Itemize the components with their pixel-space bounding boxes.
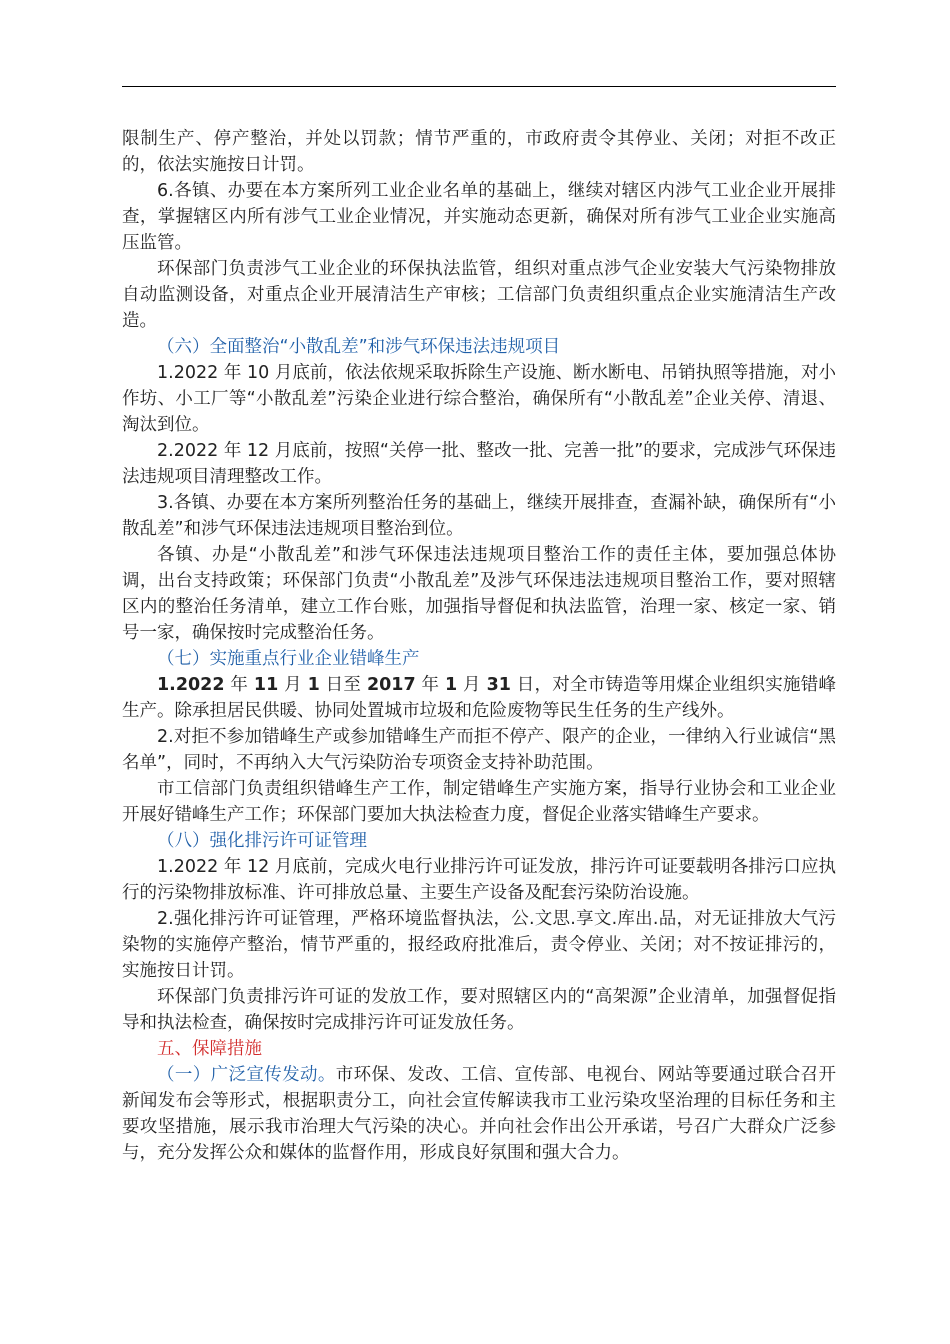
- paragraph: 市工信部门负责组织错峰生产工作，制定错峰生产实施方案，指导行业协会和工业企业开展好错峰生产工作；环保部门要加大执法检查力度，督促企业落实错峰生产要求。: [122, 779, 836, 825]
- text-run: 年: [415, 675, 446, 695]
- section-heading-5: 五、保障措施: [157, 1039, 262, 1059]
- paragraph: 2.强化排污许可证管理，严格环境监督执法，公.文思.享文.库出.品，对无证排放大气污染物的实施停产整治，情节严重的，报经政府批准后，责令停业、关闭；对不按证排污的，实施按日计罚。: [122, 909, 836, 981]
- paragraph: 2.2022 年 12 月底前，按照“关停一批、整改一批、完善一批”的要求，完成涉气环保违法违规项目清理整改工作。: [122, 441, 836, 487]
- paragraph: 环保部门负责排污许可证的发放工作，要对照辖区内的“高架源”企业清单，加强督促指导和执法检查，确保按时完成排污许可证发放任务。: [122, 987, 836, 1033]
- text-run: 市环保、发改、工信、宣传部、电视台、网站等要通过联合召开新闻发布会等形式，根据职责分工，向社会宣传解读我市工业污染攻坚治理的目标任务和主要攻坚措施，展示我市治理大气污染的决心。并向社会作出公开承诺，号召广大群众广泛参与，充分发挥公众和媒体的监督作用，形成良好氛围和强大合力。: [122, 1065, 837, 1163]
- paragraph: 6.各镇、办要在本方案所列工业企业名单的基础上，继续对辖区内涉气工业企业开展排查，掌握辖区内所有涉气工业企业情况，并实施动态更新，确保对所有涉气工业企业实施高压监管。: [122, 181, 836, 253]
- text-run: 月: [278, 675, 308, 695]
- paragraph: 1.2022 年 10 月底前，依法依规采取拆除生产设施、断水断电、吊销执照等措施，对小作坊、小工厂等“小散乱差”污染企业进行综合整治，确保所有“小散乱差”企业关停、清退、淘汰到位。: [122, 363, 836, 435]
- subheading-6: （六）全面整治“小散乱差”和涉气环保违法违规项目: [157, 337, 561, 357]
- subheading-1: （一）广泛宣传发动。: [157, 1065, 336, 1085]
- bold-text: 1: [307, 675, 320, 695]
- paragraph: 环保部门负责涉气工业企业的环保执法监管，组织对重点涉气企业安装大气污染物排放自动监测设备，对重点企业开展清洁生产审核；工信部门负责组织重点企业实施清洁生产改造。: [122, 259, 836, 331]
- text-run: 年: [224, 675, 254, 695]
- bold-text: 1.2022: [157, 675, 225, 695]
- paragraph-peak-shift-dates: [122, 672, 836, 724]
- bold-text: 1: [445, 675, 458, 695]
- bold-text: 11: [253, 675, 279, 695]
- subheading-8: （八）强化排污许可证管理: [157, 831, 367, 851]
- paragraph: 1.2022 年 12 月底前，完成火电行业排污许可证发放，排污许可证要载明各排污口应执行的污染物排放标准、许可排放总量、主要生产设备及配套污染防治设施。: [122, 857, 836, 903]
- paragraph: 2.对拒不参加错峰生产或参加错峰生产而拒不停产、限产的企业，一律纳入行业诚信“黑名单”，同时，不再纳入大气污染防治专项资金支持补助范围。: [122, 727, 836, 773]
- paragraph-publicity: [122, 1062, 836, 1166]
- paragraph: 各镇、办是“小散乱差”和涉气环保违法违规项目整治工作的责任主体，要加强总体协调，出台支持政策；环保部门负责“小散乱差”及涉气环保违法违规项目整治工作，要对照辖区内的整治任务清单，建立工作台账，加强指导督促和执法监管，治理一家、核定一家、销号一家，确保按时完成整治任务。: [122, 545, 836, 643]
- subheading-7: （七）实施重点行业企业错峰生产: [157, 649, 420, 669]
- text-run: 日至: [319, 675, 367, 695]
- paragraph: 3.各镇、办要在本方案所列整治任务的基础上，继续开展排查，查漏补缺，确保所有“小散乱差”和涉气环保违法违规项目整治到位。: [122, 493, 836, 539]
- text-run: 日，对全市铸造等用煤企业组织实施错峰生产。除承担居民供暖、协同处置城市垃圾和危险废物等民生任务的生产线外。: [122, 675, 836, 721]
- bold-text: 31: [486, 675, 511, 695]
- header-rule: [122, 86, 836, 87]
- document-body: [122, 126, 836, 1166]
- paragraph: 限制生产、停产整治，并处以罚款；情节严重的，市政府责令其停业、关闭；对拒不改正的，依法实施按日计罚。: [122, 129, 836, 175]
- text-run: 月: [457, 675, 487, 695]
- bold-text: 2017: [366, 675, 416, 695]
